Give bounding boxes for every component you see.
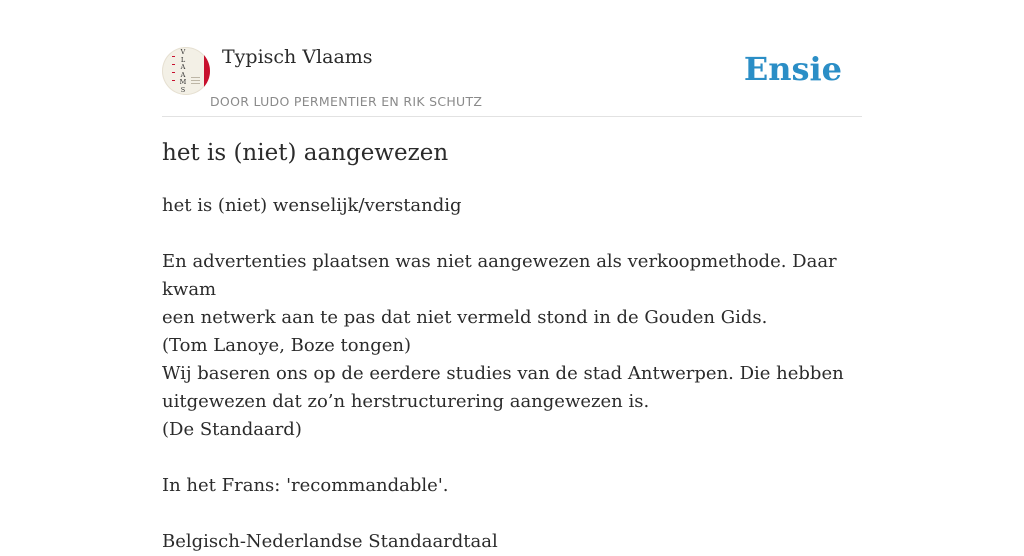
avatar-rule [191,83,200,84]
example-source: (De Standaard) [162,419,302,440]
page [162,0,862,552]
avatar-rule [191,77,200,78]
blog-header [162,0,862,117]
brand-logo-link[interactable]: Ensie [743,50,842,88]
avatar-rule [191,80,200,81]
byline: DOOR LUDO PERMENTIER EN RIK SCHUTZ [210,94,483,109]
avatar-mark [172,56,175,57]
french-note: In het Frans: 'recommandable'. [162,475,449,496]
example-line: uitgewezen dat zo’n herstructurering aangewezen is. [162,391,650,412]
example-line: Wij baseren ons op de eerdere studies van de stad Antwerpen. Die hebben [162,363,844,384]
avatar-spine [204,47,210,95]
example-line: een netwerk aan te pas dat niet vermeld stond in de Gouden Gids. [162,307,768,328]
example-line: En advertenties plaatsen was niet aangewezen als verkoopmethode. Daar kwam [162,251,837,300]
entry-title: het is (niet) aangewezen [162,140,449,166]
entry-body [162,192,862,556]
definition-text: het is (niet) wenselijk/verstandig [162,195,462,216]
paragraph-gap [162,444,862,472]
blog-avatar[interactable] [162,47,210,95]
paragraph-gap [162,220,862,248]
avatar-mark [172,80,175,81]
avatar-mark [172,72,175,73]
avatar-lettering: V L A A M S [179,48,187,94]
paragraph-gap [162,500,862,528]
avatar-mark [172,64,175,65]
category-text: Belgisch-Nederlandse Standaardtaal [162,531,498,552]
example-source: (Tom Lanoye, Boze tongen) [162,335,412,356]
blog-title-link[interactable]: Typisch Vlaams [222,46,373,68]
